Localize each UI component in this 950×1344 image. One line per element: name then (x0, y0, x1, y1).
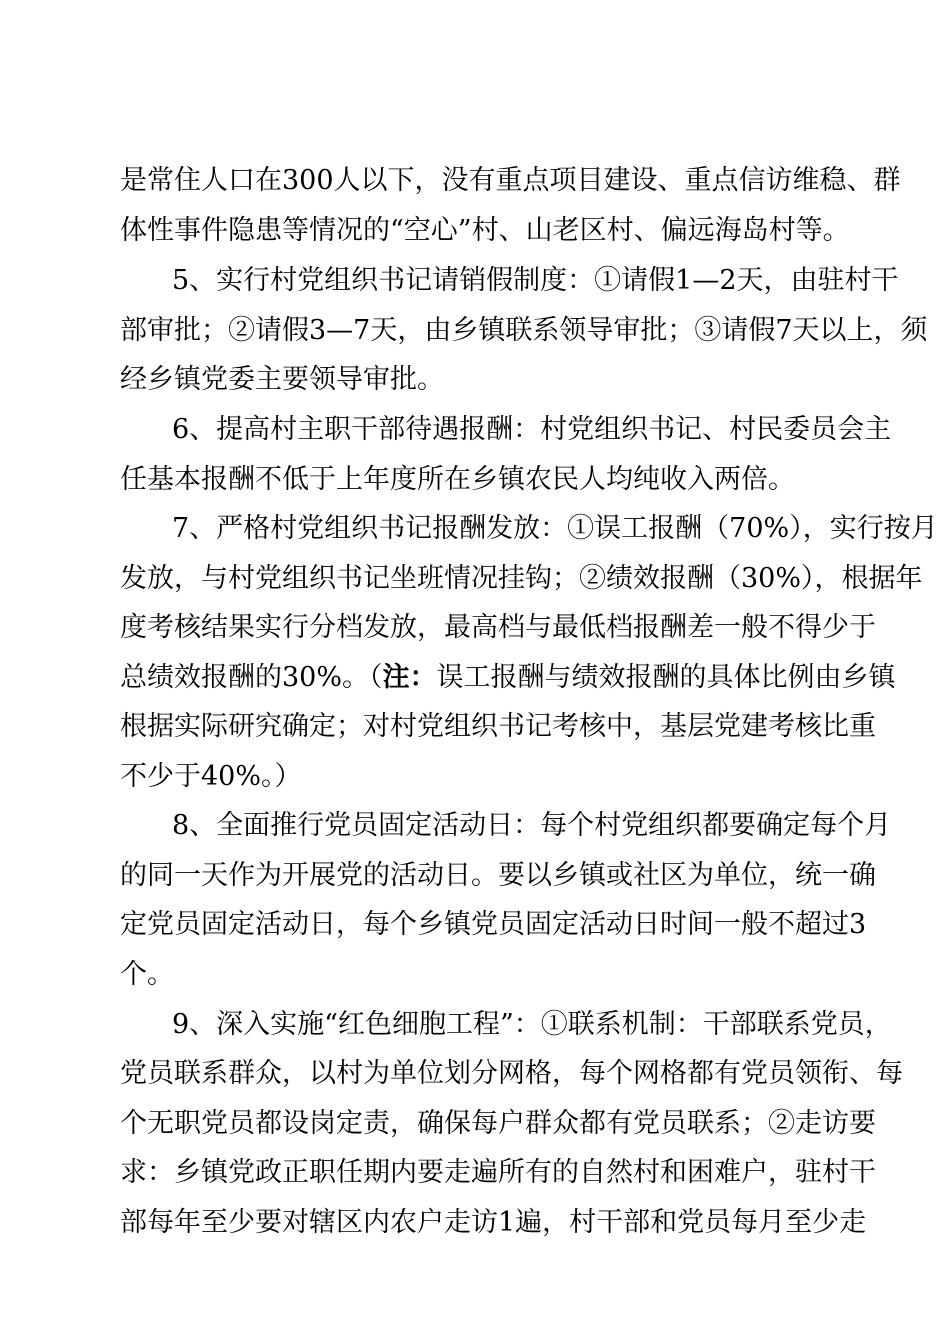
paragraph-7-first-line: 7、严格村党组织书记报酬发放：①误工报酬（70%），实行按月 (172, 513, 938, 544)
text-line: 党员联系群众，以村为单位划分网格，每个网格都有党员领衔、每 (120, 1058, 903, 1089)
text-line: 经乡镇党委主要领导审批。 (120, 364, 444, 395)
paragraph-5-first-line: 5、实行村党组织书记请销假制度：①请假1—2天，由驻村干 (172, 265, 899, 296)
text-line: 部审批；②请假3—7天，由乡镇联系领导审批；③请假7天以上，须 (120, 315, 928, 346)
paragraph-9-first-line: 9、深入实施“红色细胞工程”：①联系机制：干部联系党员， (172, 1009, 892, 1040)
note-line-start: 总绩效报酬的30%。（ (120, 662, 383, 693)
note-line (120, 661, 896, 695)
text-line: 不少于40%。） (120, 761, 302, 792)
text-line: 发放，与村党组织书记坐班情况挂钩；②绩效报酬（30%），根据年 (120, 563, 923, 594)
text-line: 部每年至少要对辖区内农户走访1遍，村干部和党员每月至少走 (120, 1207, 867, 1238)
note-line-end: 误工报酬与绩效报酬的具体比例由乡镇 (436, 662, 896, 693)
paragraph-8-first-line: 8、全面推行党员固定活动日：每个村党组织都要确定每个月 (172, 810, 892, 841)
text-line: 的同一天作为开展党的活动日。要以乡镇或社区为单位，统一确 (120, 860, 876, 891)
text-line: 体性事件隐患等情况的“空心”村、山老区村、偏远海岛村等。 (120, 215, 850, 246)
text-line: 个。 (120, 959, 174, 990)
text-line: 任基本报酬不低于上年度所在乡镇农民人均纯收入两倍。 (120, 464, 795, 495)
text-line: 定党员固定活动日，每个乡镇党员固定活动日时间一般不超过3 (120, 909, 867, 940)
text-line: 个无职党员都设岗定责，确保每户群众都有党员联系；②走访要 (120, 1108, 876, 1139)
paragraph-6-first-line: 6、提高村主职干部待遇报酬：村党组织书记、村民委员会主 (172, 414, 892, 445)
text-line: 度考核结果实行分档发放，最高档与最低档报酬差一般不得少于 (120, 612, 876, 643)
text-line: 根据实际研究确定；对村党组织书记考核中，基层党建考核比重 (120, 711, 876, 742)
text-line: 是常住人口在300人以下，没有重点项目建设、重点信访维稳、群 (120, 165, 901, 196)
note-label: 注： (382, 662, 437, 693)
text-line: 求：乡镇党政正职任期内要走遍所有的自然村和困难户，驻村干 (120, 1157, 876, 1188)
